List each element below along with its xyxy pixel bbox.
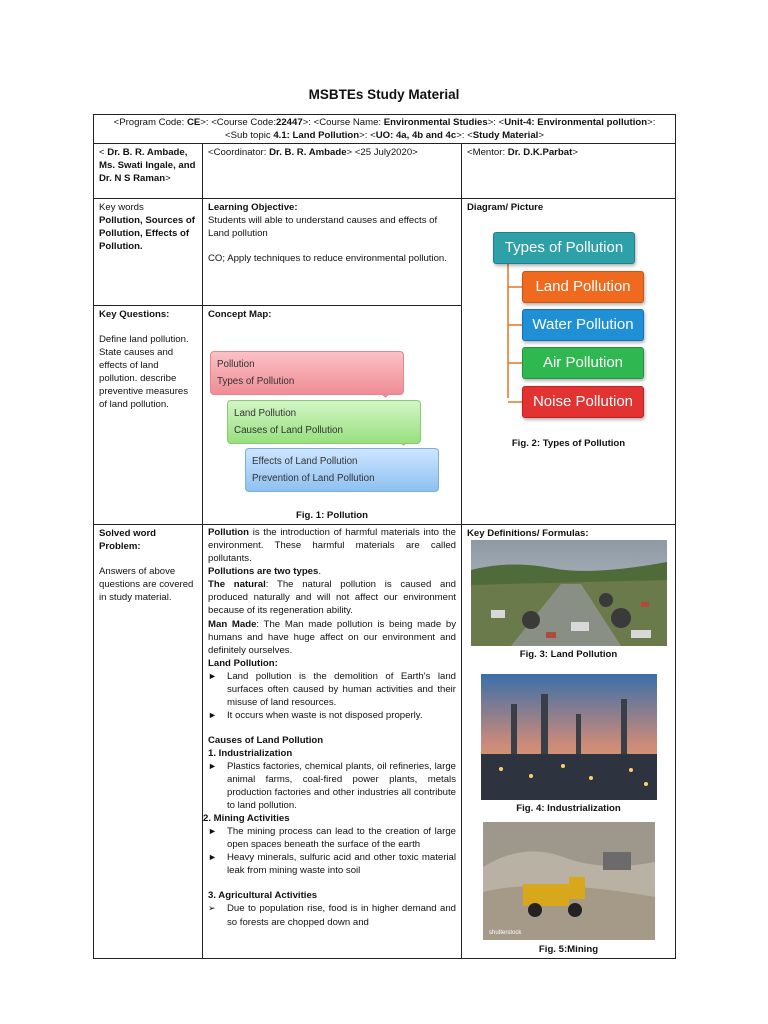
- header-text: >:: [647, 117, 656, 128]
- keywords-text: Pollution, Sources of Pollution, Effects of Pollution.: [99, 215, 195, 253]
- concept-text: Types of Pollution: [217, 375, 295, 387]
- industrialization-heading: 1. Industrialization: [208, 747, 293, 759]
- list-item: [208, 851, 456, 877]
- authors-names: Dr. B. R. Ambade, Ms. Swati Ingale, and Dr. N S Raman: [99, 147, 196, 185]
- types-of-pollution-diagram: [467, 214, 670, 411]
- header-text: >: [538, 130, 544, 142]
- agriculture-heading: 3. Agricultural Activities: [208, 890, 318, 902]
- subtopic: 4.1: Land Pollution: [273, 130, 360, 142]
- list-item-text: Plastics factories, chemical plants, oil refineries, large animal farms, coal-fired power plants, metals production factories and other industries all contribute to land pollution.: [227, 760, 456, 812]
- authors-suffix: >: [165, 173, 171, 185]
- content-row: [94, 525, 676, 959]
- list-item: [208, 709, 456, 722]
- list-item-text: Heavy minerals, sulfuric acid and other toxic material leak from mining waste into soil: [227, 852, 456, 877]
- authors-cell: [94, 144, 203, 199]
- header-text: <Program Code:: [113, 117, 187, 128]
- concept-map-heading: Concept Map:: [208, 309, 272, 321]
- learning-objective-cell: [203, 199, 462, 306]
- diagram-node-air: Air Pollution: [522, 347, 644, 379]
- causes-heading: Causes of Land Pollution: [208, 734, 324, 746]
- fig3-caption: Fig. 3: Land Pollution: [519, 649, 618, 661]
- bullet-arrow-icon: ►: [208, 760, 217, 771]
- objective-row: [94, 199, 676, 306]
- solved-problem-text: Answers of above questions are covered in study material.: [99, 566, 194, 604]
- concept-box-pollution: [210, 351, 404, 395]
- bullet-arrow-icon: ►: [208, 852, 217, 863]
- diagram-node-land: Land Pollution: [522, 271, 644, 303]
- mentor-cell: [462, 144, 676, 199]
- concept-box-land-pollution: [227, 400, 421, 444]
- header-row: [94, 115, 676, 144]
- concept-box-effects: [245, 448, 439, 492]
- diagram-root-node: Types of Pollution: [493, 232, 635, 264]
- fig4-caption: Fig. 4: Industrialization: [516, 803, 621, 815]
- two-types-line: [208, 565, 456, 578]
- mining-photo: [483, 822, 655, 940]
- concept-text: Land Pollution: [234, 408, 297, 420]
- solved-problem-cell: [94, 525, 203, 959]
- program-code: CE: [186, 117, 201, 128]
- bullet-arrow-icon: ►: [208, 709, 217, 720]
- course-name: Environmental Studies: [383, 117, 488, 128]
- coordinator-name: Dr. B. R. Ambade: [269, 147, 347, 159]
- term: Pollutions are two types: [208, 566, 319, 578]
- header-text: >: <Course Code:: [200, 117, 276, 128]
- study-material-table: [93, 114, 676, 959]
- study-material-label: Study Material: [472, 130, 539, 142]
- list-item: [208, 902, 456, 928]
- fig2-caption: Fig. 2: Types of Pollution: [511, 438, 626, 450]
- mentor-name: Dr. D.K.Parbat: [507, 147, 573, 159]
- concept-text: Pollution: [217, 359, 255, 371]
- definition: .: [318, 566, 322, 578]
- key-questions-cell: [94, 306, 203, 525]
- key-questions-heading: Key Questions:: [99, 309, 170, 321]
- bullet-chevron-icon: ➢: [208, 903, 216, 914]
- concept-text: Causes of Land Pollution: [234, 424, 343, 436]
- industrialization-photo: [481, 674, 657, 800]
- list-item: [208, 670, 456, 709]
- authors-prefix: <: [99, 147, 108, 159]
- concept-map: [208, 327, 456, 507]
- list-item-text: Land pollution is the demolition of Earth's land surfaces often caused by human activities and their misuse of land resources.: [227, 670, 456, 708]
- list-item: [208, 760, 456, 812]
- definitions-cell: [462, 525, 676, 959]
- definition: : The natural pollution is caused and produced naturally and will not affect our environment because of its regeneration ability.: [208, 579, 456, 617]
- mining-heading: 2. Mining Activities: [203, 813, 290, 825]
- definition: is the introduction of harmful materials into the environment. These harmful materials are called pollutants.: [208, 527, 456, 565]
- course-outcome-text: CO; Apply techniques to reduce environmental pollution.: [208, 253, 447, 265]
- concept-text: Effects of Land Pollution: [252, 456, 358, 468]
- unit-name: Unit-4: Environmental pollution: [504, 117, 648, 128]
- coordinator-prefix: <Coordinator:: [208, 147, 270, 159]
- diagram-cell: [462, 199, 676, 525]
- course-header: [94, 115, 676, 144]
- watermark-text: shutterstock: [488, 930, 521, 937]
- bullet-arrow-icon: ►: [208, 670, 217, 681]
- mentor-prefix: <Mentor:: [467, 147, 508, 159]
- course-header-line1: [100, 116, 669, 129]
- definition: : The Man made pollution is being made by humans and have huge affect on our environment and definitely ourselves.: [208, 618, 456, 656]
- header-text: >: <: [456, 130, 473, 142]
- land-pollution-heading: Land Pollution:: [208, 657, 278, 669]
- concept-text: Prevention of Land Pollution: [252, 472, 375, 484]
- key-questions-text: Define land pollution. State causes and effects of land pollution. describe preventive measures of land pollution.: [99, 334, 189, 411]
- pollution-definition: [208, 526, 456, 565]
- people-row: [94, 144, 676, 199]
- list-item: [208, 825, 456, 851]
- definitions-heading: Key Definitions/ Formulas:: [467, 528, 589, 540]
- mentor-suffix: >: [572, 147, 578, 159]
- header-text: >: <: [487, 117, 505, 128]
- bullet-arrow-icon: ►: [208, 826, 217, 837]
- diagram-node-water: Water Pollution: [522, 309, 644, 341]
- solved-problem-heading: Solved word Problem:: [99, 528, 157, 553]
- document-title: MSBTEs Study Material: [308, 87, 460, 102]
- fig1-caption: Fig. 1: Pollution: [296, 510, 368, 522]
- list-item-text: It occurs when waste is not disposed properly.: [227, 709, 423, 721]
- coordinator-cell: [203, 144, 462, 199]
- term: Man Made: [208, 618, 257, 630]
- coordinator-date: > <25 July2020>: [346, 147, 418, 159]
- term: The natural: [208, 579, 266, 591]
- header-text: <Sub topic: [225, 130, 274, 142]
- concept-map-cell: [203, 306, 462, 525]
- content-cell: [203, 525, 462, 959]
- term: Pollution: [208, 527, 250, 539]
- course-header-line2: [100, 129, 669, 142]
- list-item-text: The mining process can lead to the creation of large open spaces beneath the surface of the earth: [227, 826, 456, 851]
- diagram-heading: Diagram/ Picture: [467, 202, 544, 214]
- keywords-label: Key words: [99, 202, 144, 214]
- list-item-text: Due to population rise, food is in higher demand and so forests are chopped down and: [227, 903, 456, 928]
- course-code: 22447: [276, 117, 303, 128]
- header-text: >: <: [359, 130, 376, 142]
- land-pollution-photo: [471, 540, 667, 646]
- learning-objective-heading: Learning Objective:: [208, 202, 298, 214]
- header-text: >: <Course Name:: [302, 117, 384, 128]
- diagram-node-noise: Noise Pollution: [522, 386, 644, 418]
- manmade-definition: [208, 618, 456, 657]
- keywords-cell: [94, 199, 203, 306]
- unit-outcomes: UO: 4a, 4b and 4c: [375, 130, 457, 142]
- learning-objective-text: Students will able to understand causes and effects of Land pollution: [208, 215, 438, 240]
- fig5-caption: Fig. 5:Mining: [538, 944, 599, 956]
- natural-definition: [208, 578, 456, 617]
